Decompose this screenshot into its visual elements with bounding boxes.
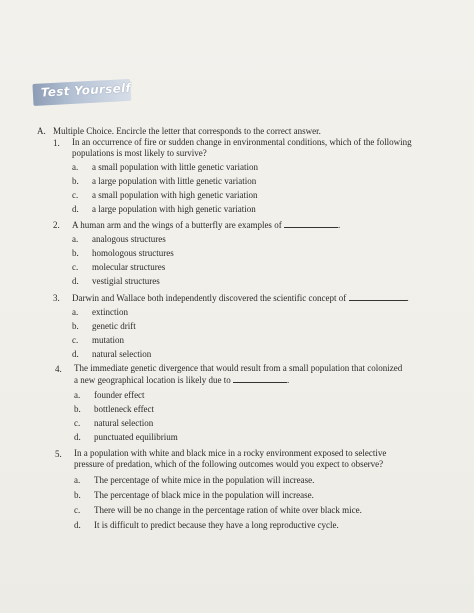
option-b[interactable]: b. The percentage of black mice in the population will increase. [74, 490, 314, 500]
option-d[interactable]: d. punctuated equilibrium [74, 432, 178, 442]
option-d[interactable]: d. vestigial structures [72, 276, 160, 286]
test-yourself-banner [32, 79, 131, 106]
option-b[interactable]: b. bottleneck effect [74, 404, 155, 414]
option-d[interactable]: d. a large population with high genetic variation [72, 204, 256, 214]
question-number: 1. [53, 138, 60, 148]
question-text-line1: Darwin and Wallace both independently discovered the scientific concept of . [72, 293, 409, 303]
question-text-line2: populations is most likely to survive? [72, 148, 207, 158]
answer-blank [349, 292, 407, 301]
option-a[interactable]: a. a small population with little genetic variation [72, 162, 258, 172]
answer-blank [284, 219, 338, 228]
question-number: 3. [53, 293, 60, 303]
question-text-line1: In a population with white and black mice in a rocky environment exposed to selective [74, 448, 387, 458]
option-c[interactable]: c. mutation [72, 335, 124, 345]
question-text-line1: A human arm and the wings of a butterfly are examples of . [72, 220, 341, 230]
option-a[interactable]: a. founder effect [74, 390, 145, 400]
question-text-line1: The immediate genetic divergence that would result from a small population that colonized [74, 363, 403, 373]
option-c[interactable]: c. molecular structures [72, 262, 166, 272]
option-d[interactable]: d. It is difficult to predict because they have a long reproductive cycle. [74, 520, 339, 530]
option-c[interactable]: c. There will be no change in the percentage ration of white over black mice. [74, 505, 362, 515]
option-c[interactable]: c. a small population with high genetic variation [72, 190, 258, 200]
option-b[interactable]: b. homologous structures [72, 248, 174, 258]
section-letter: A. [37, 126, 46, 136]
question-text-line2: a new geographical location is likely due to . [74, 375, 290, 385]
question-number: 2. [53, 220, 60, 230]
option-a[interactable]: a. analogous structures [72, 234, 166, 244]
option-b[interactable]: b. genetic drift [72, 321, 136, 331]
question-text-line2: pressure of predation, which of the following outcomes would you expect to observe? [74, 459, 384, 469]
option-c[interactable]: c. natural selection [74, 418, 154, 428]
answer-blank [233, 374, 287, 383]
option-a[interactable]: a. The percentage of white mice in the population will increase. [74, 475, 315, 485]
question-text-line1: In an occurrence of fire or sudden change in environmental conditions, which of the following [72, 137, 412, 147]
section-instruction: Multiple Choice. Encircle the letter that corresponds to the correct answer. [53, 126, 321, 136]
question-number: 4. [55, 364, 62, 374]
question-number: 5. [55, 449, 62, 459]
option-a[interactable]: a. extinction [72, 307, 128, 317]
banner-label: Test Yourself [40, 80, 132, 100]
option-d[interactable]: d. natural selection [72, 349, 152, 359]
option-b[interactable]: b. a large population with little genetic variation [72, 176, 257, 186]
